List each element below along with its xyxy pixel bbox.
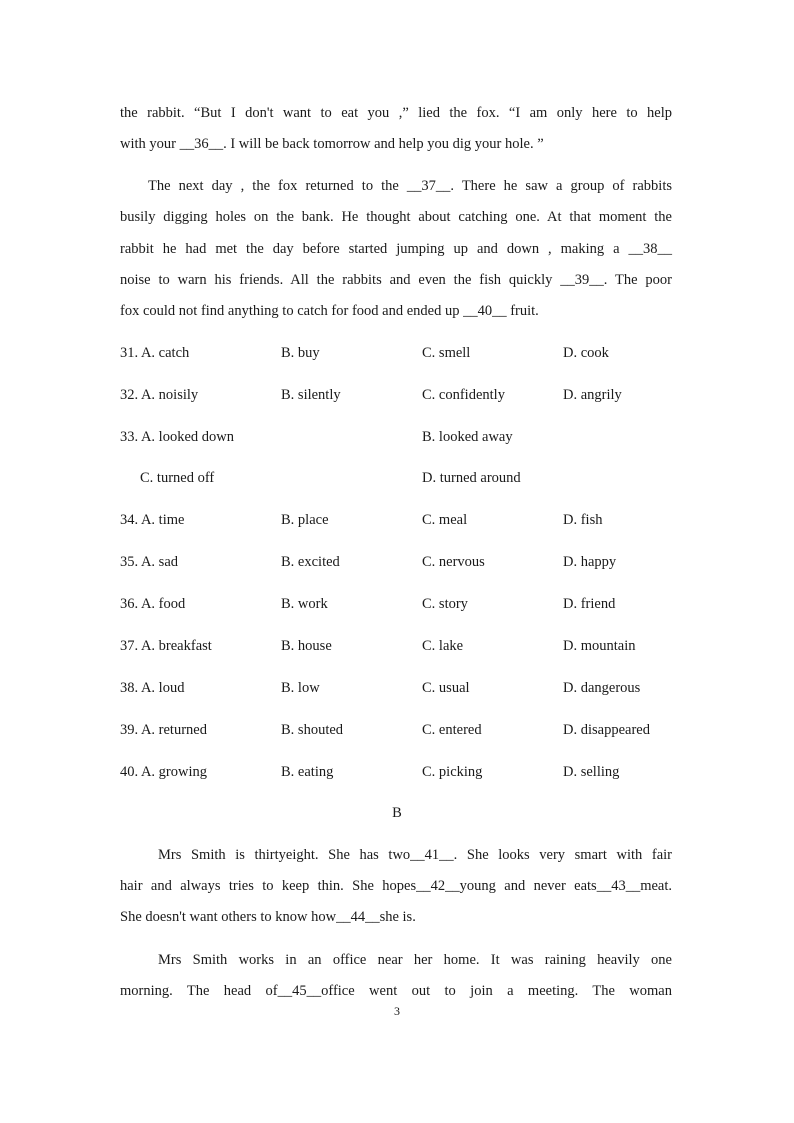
passage-b-para1-line-3: She doesn't want others to know how__44__she is. — [120, 909, 416, 925]
question-35-option-c: C. nervous — [422, 554, 485, 570]
passage-a-para2-line-1: The next day , the fox returned to the __37__. There he saw a group of rabbits — [148, 178, 672, 194]
question-34-option-b: B. place — [281, 512, 329, 528]
question-31-option-d: D. cook — [563, 345, 609, 361]
passage-a-para2-line-2: busily digging holes on the bank. He thought about catching one. At that moment the — [120, 209, 672, 225]
question-38-option-c: C. usual — [422, 680, 470, 696]
question-35-option-b: B. excited — [281, 554, 340, 570]
question-33-option-c: C. turned off — [140, 470, 215, 486]
question-32-option-c: C. confidently — [422, 387, 505, 403]
question-38 — [120, 678, 680, 698]
question-35-option-d: D. happy — [563, 554, 617, 570]
question-36-option-b: B. work — [281, 596, 328, 612]
question-33-option-a: 33. A. looked down — [120, 429, 234, 445]
question-37-option-d: D. mountain — [563, 638, 636, 654]
question-31-option-b: B. buy — [281, 345, 320, 361]
question-34 — [120, 510, 680, 530]
question-39-option-c: C. entered — [422, 722, 482, 738]
question-32-option-b: B. silently — [281, 387, 341, 403]
page-number: 3 — [394, 1004, 400, 1018]
passage-a-para2-line-4: noise to warn his friends. All the rabbits and even the fish quickly __39__. The poor — [120, 272, 672, 288]
question-31-option-c: C. smell — [422, 345, 471, 361]
question-33-continued — [120, 468, 680, 488]
question-40-option-c: C. picking — [422, 764, 483, 780]
question-32-option-a: 32. A. noisily — [120, 387, 199, 403]
question-40-option-d: D. selling — [563, 764, 620, 780]
question-32 — [120, 385, 680, 405]
passage-a-line-2: with your __36__. I will be back tomorrow and help you dig your hole. ” — [120, 136, 544, 152]
question-37-option-c: C. lake — [422, 638, 464, 654]
question-39-option-a: 39. A. returned — [120, 722, 207, 738]
question-35 — [120, 552, 680, 572]
question-33 — [120, 427, 680, 447]
question-34-option-a: 34. A. time — [120, 512, 185, 528]
question-36-option-d: D. friend — [563, 596, 616, 612]
question-38-option-a: 38. A. loud — [120, 680, 185, 696]
question-34-option-c: C. meal — [422, 512, 468, 528]
passage-b-para1-line-1: Mrs Smith is thirtyeight. She has two__41__. She looks very smart with fair — [158, 847, 672, 863]
passage-a-para2-line-3: rabbit he had met the day before started jumping up and down , making a __38__ — [120, 241, 672, 257]
question-36-option-a: 36. A. food — [120, 596, 186, 612]
question-31 — [120, 343, 680, 363]
question-33-option-d: D. turned around — [422, 470, 521, 486]
question-39-option-b: B. shouted — [281, 722, 344, 738]
question-33-option-b: B. looked away — [422, 429, 513, 445]
question-38-option-d: D. dangerous — [563, 680, 641, 696]
question-36 — [120, 594, 680, 614]
section-b-heading: B — [392, 805, 402, 821]
question-37 — [120, 636, 680, 656]
passage-a-line-1: the rabbit. “But I don't want to eat you ,” lied the fox. “I am only here to help — [120, 105, 672, 121]
question-35-option-a: 35. A. sad — [120, 554, 178, 570]
question-39 — [120, 720, 680, 740]
question-32-option-d: D. angrily — [563, 387, 622, 403]
question-37-option-a: 37. A. breakfast — [120, 638, 212, 654]
question-31-option-a: 31. A. catch — [120, 345, 190, 361]
passage-a-para2-line-5: fox could not find anything to catch for food and ended up __40__ fruit. — [120, 303, 539, 319]
question-37-option-b: B. house — [281, 638, 332, 654]
passage-b-para2-line-2: morning. The head of__45__office went out to join a meeting. The woman — [120, 983, 672, 999]
passage-b-para2-line-1: Mrs Smith works in an office near her home. It was raining heavily one — [158, 952, 672, 968]
question-39-option-d: D. disappeared — [563, 722, 650, 738]
question-36-option-c: C. story — [422, 596, 468, 612]
question-40-option-b: B. eating — [281, 764, 334, 780]
passage-b-para1-line-2: hair and always tries to keep thin. She hopes__42__young and never eats__43__meat. — [120, 878, 672, 894]
question-40 — [120, 762, 680, 782]
question-34-option-d: D. fish — [563, 512, 603, 528]
question-40-option-a: 40. A. growing — [120, 764, 207, 780]
question-38-option-b: B. low — [281, 680, 320, 696]
